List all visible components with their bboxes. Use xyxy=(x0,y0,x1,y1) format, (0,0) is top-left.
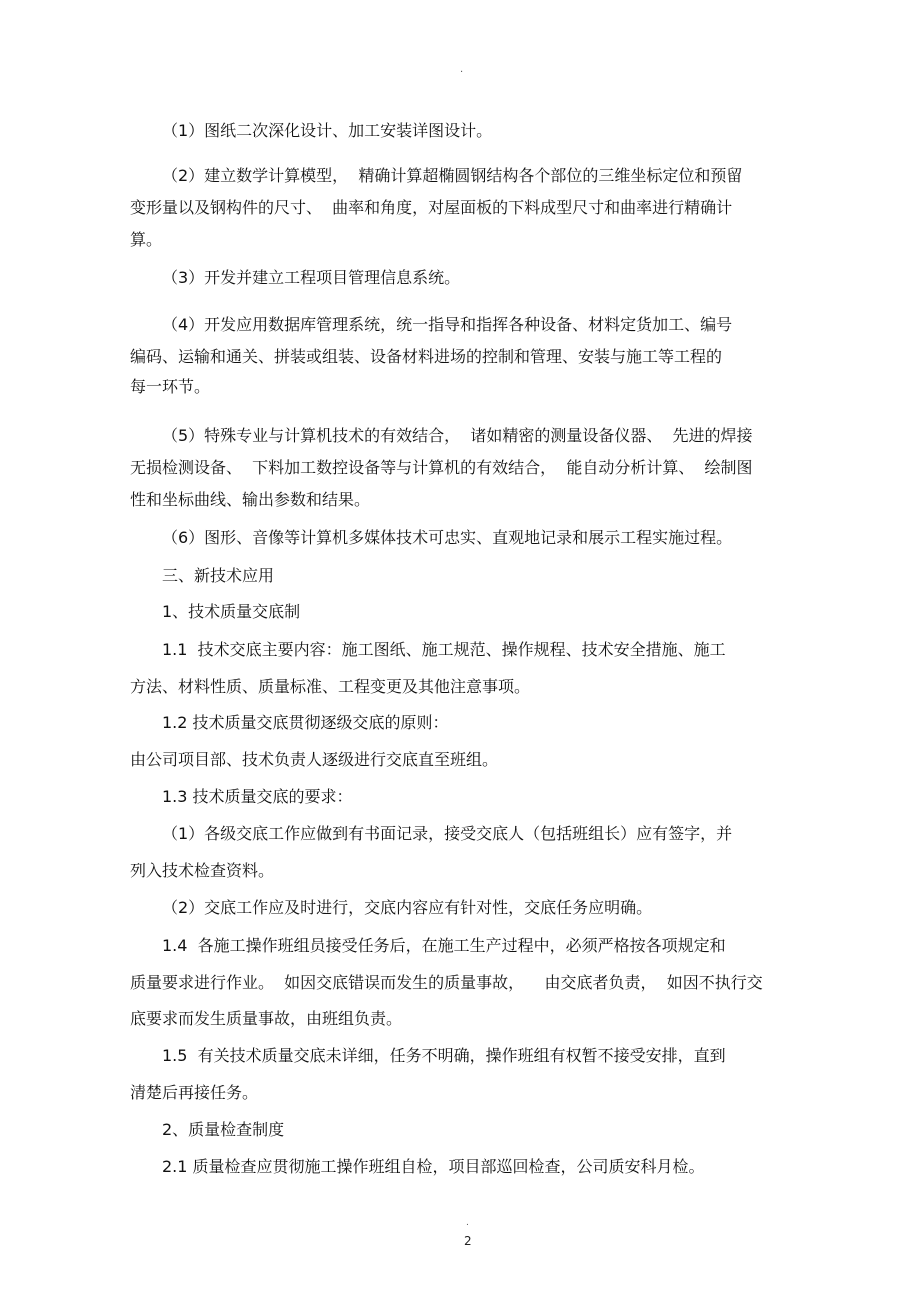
paragraph-line: （2）交底工作应及时进行，交底内容应有针对性，交底任务应明确。 xyxy=(162,898,653,917)
paragraph-line: 1.5 有关技术质量交底未详细，任务不明确，操作班组有权暂不接受安排，直到 xyxy=(162,1046,726,1065)
subsection-heading: 2、质量检查制度 xyxy=(162,1120,285,1139)
paragraph-line: 方法、材料性质、质量标准、工程变更及其他注意事项。 xyxy=(130,677,531,696)
paragraph-line: 由公司项目部、技术负责人逐级进行交底直至班组。 xyxy=(130,750,499,769)
subsection-heading: 1、技术质量交底制 xyxy=(162,602,301,621)
paragraph-line: 底要求而发生质量事故，由班组负责。 xyxy=(130,1009,403,1028)
paragraph-line: 2.1 质量检查应贯彻施工操作班组自检，项目部巡回检查，公司质安科月检。 xyxy=(162,1157,705,1176)
paragraph-line: 1.1 技术交底主要内容：施工图纸、施工规范、操作规程、技术安全措施、施工 xyxy=(162,640,726,659)
paragraph-line: 1.2 技术质量交底贯彻逐级交底的原则： xyxy=(162,713,449,732)
paragraph-line: 质量要求进行作业。 如因交底错误而发生的质量事故， 由交底者负责， 如因不执行交 xyxy=(130,973,763,992)
paragraph-line: （3）开发并建立工程项目管理信息系统。 xyxy=(162,268,461,287)
paragraph-line: 编码、运输和通关、拼装或组装、设备材料进场的控制和管理、安装与施工等工程的 xyxy=(130,347,723,366)
page-number: 2 xyxy=(464,1234,472,1248)
paragraph-line: （6）图形、音像等计算机多媒体技术可忠实、直观地记录和展示工程实施过程。 xyxy=(162,528,733,547)
section-heading: 三、新技术应用 xyxy=(162,566,275,585)
paragraph-line: 清楚后再接任务。 xyxy=(130,1083,259,1102)
header-dot: . xyxy=(460,64,464,75)
paragraph-line: 1.3 技术质量交底的要求： xyxy=(162,787,353,806)
footer-dot: . xyxy=(466,1218,469,1228)
paragraph-line: 每一环节。 xyxy=(130,377,211,396)
paragraph-line: （1）图纸二次深化设计、加工安装详图设计。 xyxy=(162,121,493,140)
paragraph-line: （5）特殊专业与计算机技术的有效结合， 诸如精密的测量设备仪器、 先进的焊接 xyxy=(162,426,753,445)
paragraph-line: 算。 xyxy=(130,230,163,249)
paragraph-line: 变形量以及钢构件的尺寸、 曲率和角度，对屋面板的下料成型尺寸和曲率进行精确计 xyxy=(130,198,733,217)
paragraph-line: 无损检测设备、 下料加工数控设备等与计算机的有效结合， 能自动分析计算、 绘制图 xyxy=(130,458,753,477)
paragraph-line: 1.4 各施工操作班组员接受任务后，在施工生产过程中，必须严格按各项规定和 xyxy=(162,936,726,955)
paragraph-line: （2）建立数学计算模型， 精确计算超椭圆钢结构各个部位的三维坐标定位和预留 xyxy=(162,166,743,185)
paragraph-line: 性和坐标曲线、输出参数和结果。 xyxy=(130,490,371,509)
paragraph-line: 列入技术检查资料。 xyxy=(130,861,275,880)
paragraph-line: （1）各级交底工作应做到有书面记录，接受交底人（包括班组长）应有签字，并 xyxy=(162,824,733,843)
paragraph-line: （4）开发应用数据库管理系统，统一指导和指挥各种设备、材料定货加工、编号 xyxy=(162,315,733,334)
